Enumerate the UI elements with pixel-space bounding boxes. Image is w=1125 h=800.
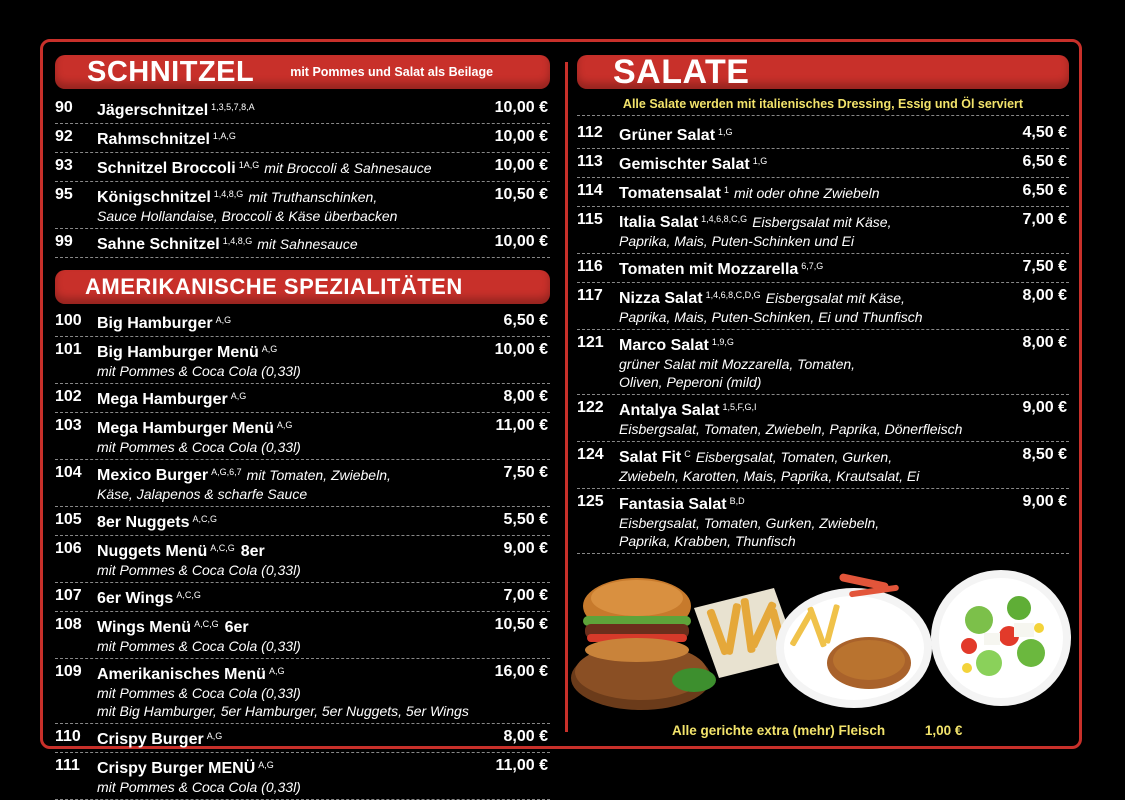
- left-column: [55, 55, 550, 800]
- allergen-codes: B,D: [729, 496, 745, 506]
- item-description: Paprika, Mais, Puten-Schinken, Ei und Thunfisch: [619, 309, 923, 325]
- item-first-line: [619, 445, 1023, 467]
- schnitzel-title: SCHNITZEL: [87, 55, 255, 88]
- allergen-codes: 1,G: [718, 127, 733, 137]
- item-description: Paprika, Mais, Puten-Schinken und Ei: [619, 233, 855, 249]
- salate-list: [577, 120, 1069, 554]
- item-first-line: [97, 387, 504, 409]
- menu-item: [577, 149, 1069, 178]
- item-number: 102: [55, 388, 82, 405]
- menu-item: [577, 330, 1069, 395]
- item-price: 7,00 €: [503, 587, 548, 604]
- item-name: Grüner Salat: [619, 127, 716, 144]
- item-name: Schnitzel Broccoli: [97, 160, 236, 177]
- item-name: Crispy Burger: [97, 731, 204, 748]
- item-number: 124: [577, 446, 604, 463]
- item-body: [619, 333, 1023, 391]
- item-body: [97, 463, 504, 503]
- item-body: [619, 181, 1023, 203]
- item-price: 6,50 €: [1022, 153, 1067, 170]
- item-body: [97, 727, 504, 749]
- item-body: [619, 398, 1023, 438]
- item-price: 7,50 €: [1022, 258, 1067, 275]
- item-number: 92: [55, 128, 73, 145]
- item-first-line: [97, 510, 504, 532]
- item-first-line: [97, 340, 495, 362]
- allergen-codes: A,G: [230, 391, 247, 401]
- item-price: 9,00 €: [1022, 493, 1067, 510]
- menu-item: [55, 153, 550, 182]
- allergen-codes: A,G: [268, 666, 285, 676]
- item-number: 93: [55, 157, 73, 174]
- allergen-codes: 1,A,G: [212, 131, 236, 141]
- item-first-line: [619, 181, 1023, 203]
- allergen-codes: A,G,6,7: [211, 467, 242, 477]
- item-description: Paprika, Krabben, Thunfisch: [619, 533, 796, 549]
- right-column: [577, 52, 1069, 554]
- item-name: Big Hamburger: [97, 315, 213, 332]
- allergen-codes: A,G: [261, 344, 278, 354]
- menu-item: [55, 95, 550, 124]
- item-number: 104: [55, 464, 82, 481]
- item-price: 9,00 €: [503, 540, 548, 557]
- item-price: 8,00 €: [503, 728, 548, 745]
- menu-item: [55, 124, 550, 153]
- item-first-line: [619, 152, 1023, 174]
- item-name: Nuggets Menü: [97, 543, 208, 560]
- item-price: 8,00 €: [1022, 334, 1067, 351]
- item-price: 11,00 €: [495, 757, 548, 774]
- menu-item: [55, 583, 550, 612]
- item-name: Königschnitzel: [97, 189, 211, 206]
- item-number: 105: [55, 511, 82, 528]
- item-name: Salat Fit: [619, 449, 682, 466]
- menu-item: [55, 507, 550, 536]
- allergen-codes: A,C,G: [210, 543, 235, 553]
- allergen-codes: 1: [723, 185, 729, 195]
- item-first-line: [97, 539, 504, 561]
- item-description: grüner Salat mit Mozzarella, Tomaten,: [619, 356, 856, 372]
- item-number: 112: [577, 124, 603, 141]
- item-number: 108: [55, 616, 82, 633]
- item-name: 6er Wings: [97, 590, 174, 607]
- menu-item: [55, 612, 550, 659]
- item-description: mit Pommes & Coca Cola (0,33l): [97, 439, 301, 455]
- item-first-line: [97, 232, 495, 254]
- item-body: [97, 232, 495, 254]
- footer-price: 1,00 €: [924, 723, 963, 738]
- column-divider: [565, 62, 568, 732]
- item-number: 111: [55, 757, 80, 774]
- item-inline-description: mit Broccoli & Sahnesauce: [264, 160, 432, 176]
- item-name: Tomaten mit Mozzarella: [619, 261, 799, 278]
- salate-note: Alle Salate werden mit italienisches Dressing, Essig und Öl serviert: [577, 89, 1069, 116]
- menu-item: [55, 460, 550, 507]
- item-number: 114: [577, 182, 603, 199]
- item-description: Oliven, Peperoni (mild): [619, 374, 762, 390]
- item-name: Crispy Burger MENÜ: [97, 760, 256, 777]
- menu-item: [55, 182, 550, 229]
- item-first-line: [97, 98, 495, 120]
- item-body: [619, 123, 1023, 145]
- menu-item: [577, 207, 1069, 254]
- salate-title: SALATE: [613, 52, 750, 91]
- item-name: Fantasia Salat: [619, 496, 727, 513]
- item-body: [97, 340, 495, 380]
- item-price: 6,50 €: [1022, 182, 1067, 199]
- salate-banner: [577, 52, 1069, 91]
- allergen-codes: 1,4,6,8,C,D,G: [705, 290, 761, 300]
- allergen-codes: A,C,G: [192, 514, 217, 524]
- item-description: Eisbergsalat, Tomaten, Gurken, Zwiebeln,: [619, 515, 880, 531]
- item-price: 8,00 €: [1022, 287, 1067, 304]
- item-description: Käse, Jalapenos & scharfe Sauce: [97, 486, 308, 502]
- item-body: [97, 416, 496, 456]
- menu-item: [577, 120, 1069, 149]
- allergen-codes: A,G: [258, 760, 274, 770]
- item-price: 10,00 €: [494, 157, 548, 174]
- item-first-line: [619, 123, 1023, 145]
- allergen-codes: 1A,G: [238, 160, 260, 170]
- allergen-codes: A,G: [206, 731, 223, 741]
- item-body: [97, 185, 495, 225]
- item-body: [97, 311, 504, 333]
- item-price: 16,00 €: [494, 663, 548, 680]
- item-name: Tomatensalat: [619, 185, 721, 202]
- item-price: 8,50 €: [1022, 446, 1067, 463]
- allergen-codes: A,C,G: [194, 619, 219, 629]
- american-section: [55, 270, 550, 800]
- allergen-codes: A,G: [276, 420, 293, 430]
- item-price: 10,00 €: [494, 233, 548, 250]
- item-body: [97, 510, 504, 532]
- item-number: 125: [577, 493, 604, 510]
- item-number: 113: [577, 153, 603, 170]
- item-description: Zwiebeln, Karotten, Mais, Paprika, Krautsalat, Ei: [619, 468, 920, 484]
- item-description: mit Pommes & Coca Cola (0,33l): [97, 638, 301, 654]
- menu-item: [55, 308, 550, 337]
- item-name: Marco Salat: [619, 337, 709, 354]
- item-first-line: [97, 586, 504, 608]
- schnitzel-banner: [55, 55, 550, 89]
- item-name: Mega Hamburger: [97, 391, 228, 408]
- allergen-codes: 1,G: [752, 156, 768, 166]
- menu-item: [55, 536, 550, 583]
- item-price: 7,50 €: [503, 464, 548, 481]
- item-inline-description: Eisbergsalat mit Käse,: [765, 290, 905, 306]
- item-name: Italia Salat: [619, 214, 699, 231]
- footer-note: [672, 723, 962, 738]
- item-number: 90: [55, 99, 73, 116]
- menu-item: [577, 254, 1069, 283]
- allergen-codes: A,C,G: [176, 590, 201, 600]
- item-body: [97, 156, 495, 178]
- allergen-codes: 6,7,G: [801, 261, 824, 271]
- item-name: Jägerschnitzel: [97, 102, 209, 119]
- item-number: 116: [577, 258, 603, 275]
- item-name-suffix: 6er: [224, 619, 249, 636]
- item-body: [97, 662, 495, 720]
- item-name: Antalya Salat: [619, 402, 720, 419]
- item-inline-description: Eisbergsalat, Tomaten, Gurken,: [695, 449, 893, 465]
- item-first-line: [619, 286, 1023, 308]
- item-body: [97, 756, 496, 796]
- item-first-line: [619, 257, 1023, 279]
- item-name: Nizza Salat: [619, 290, 703, 307]
- item-number: 100: [55, 312, 82, 329]
- menu-item: [577, 395, 1069, 442]
- item-body: [97, 387, 504, 409]
- item-price: 11,00 €: [495, 417, 548, 434]
- item-body: [97, 127, 495, 149]
- item-price: 5,50 €: [503, 511, 548, 528]
- item-price: 9,00 €: [1022, 399, 1067, 416]
- item-first-line: [97, 615, 495, 637]
- item-body: [619, 286, 1023, 326]
- item-number: 106: [55, 540, 82, 557]
- item-price: 10,00 €: [494, 128, 548, 145]
- item-price: 10,00 €: [494, 341, 548, 358]
- item-number: 95: [55, 186, 73, 203]
- item-name: 8er Nuggets: [97, 514, 190, 531]
- item-name: Sahne Schnitzel: [97, 236, 220, 253]
- item-first-line: [619, 398, 1023, 420]
- item-description: Sauce Hollandaise, Broccoli & Käse überbacken: [97, 208, 398, 224]
- menu-item: [577, 489, 1069, 554]
- item-body: [619, 492, 1023, 550]
- allergen-codes: 1,4,8,G: [222, 236, 253, 246]
- allergen-codes: 1,4,6,8,C,G: [701, 214, 748, 224]
- menu-item: [55, 724, 550, 753]
- menu-item: [55, 659, 550, 724]
- item-body: [619, 257, 1023, 279]
- menu-item: [55, 413, 550, 460]
- food-photo: [569, 568, 1073, 718]
- item-inline-description: Eisbergsalat mit Käse,: [752, 214, 892, 230]
- item-first-line: [619, 210, 1023, 232]
- allergen-codes: C: [684, 449, 691, 459]
- item-description: mit Pommes & Coca Cola (0,33l): [97, 779, 301, 795]
- item-body: [97, 539, 504, 579]
- item-body: [97, 615, 495, 655]
- item-number: 101: [55, 341, 82, 358]
- item-inline-description: mit Tomaten, Zwiebeln,: [246, 467, 391, 483]
- item-body: [619, 210, 1023, 250]
- item-price: 10,50 €: [494, 616, 548, 633]
- item-price: 10,00 €: [494, 99, 548, 116]
- item-body: [619, 152, 1023, 174]
- allergen-codes: 1,3,5,7,8,A: [211, 102, 255, 112]
- item-first-line: [97, 311, 504, 333]
- item-number: 110: [55, 728, 81, 745]
- item-name-suffix: 8er: [240, 543, 265, 560]
- item-price: 4,50 €: [1022, 124, 1067, 141]
- item-price: 6,50 €: [503, 312, 548, 329]
- item-number: 109: [55, 663, 82, 680]
- item-body: [97, 98, 495, 120]
- schnitzel-list: [55, 95, 550, 258]
- item-body: [619, 445, 1023, 485]
- item-name: Mega Hamburger Menü: [97, 420, 274, 437]
- allergen-codes: 1,4,8,G: [213, 189, 244, 199]
- footer-text: Alle gerichte extra (mehr) Fleisch: [672, 723, 886, 738]
- item-description: mit Big Hamburger, 5er Hamburger, 5er Nuggets, 5er Wings: [97, 703, 469, 719]
- menu-item: [577, 442, 1069, 489]
- item-number: 103: [55, 417, 82, 434]
- item-name: Mexico Burger: [97, 467, 209, 484]
- item-description: mit Pommes & Coca Cola (0,33l): [97, 363, 301, 379]
- item-first-line: [97, 463, 504, 485]
- item-number: 122: [577, 399, 604, 416]
- item-name: Rahmschnitzel: [97, 131, 210, 148]
- item-name: Big Hamburger Menü: [97, 344, 259, 361]
- item-inline-description: mit oder ohne Zwiebeln: [733, 185, 880, 201]
- item-number: 99: [55, 233, 73, 250]
- item-first-line: [97, 127, 495, 149]
- item-description: mit Pommes & Coca Cola (0,33l): [97, 562, 301, 578]
- schnitzel-subtitle: mit Pommes und Salat als Beilage: [290, 65, 494, 79]
- item-number: 117: [577, 287, 603, 304]
- item-price: 10,50 €: [494, 186, 548, 203]
- item-description: mit Pommes & Coca Cola (0,33l): [97, 685, 301, 701]
- american-banner: [55, 270, 550, 304]
- american-title: AMERIKANISCHE SPEZIALITÄTEN: [85, 274, 463, 299]
- allergen-codes: 1,9,G: [711, 337, 734, 347]
- item-body: [97, 586, 504, 608]
- item-first-line: [97, 416, 496, 438]
- allergen-codes: A,G: [215, 315, 232, 325]
- item-first-line: [619, 492, 1023, 514]
- allergen-codes: 1,5,F,G,I: [722, 402, 757, 412]
- menu-item: [577, 178, 1069, 207]
- menu-item: [55, 337, 550, 384]
- item-price: 7,00 €: [1022, 211, 1067, 228]
- item-name: Wings Menü: [97, 619, 192, 636]
- item-name: Gemischter Salat: [619, 156, 750, 173]
- item-number: 115: [577, 211, 603, 228]
- item-first-line: [97, 727, 504, 749]
- menu-item: [55, 753, 550, 800]
- item-first-line: [97, 662, 495, 684]
- item-first-line: [619, 333, 1023, 355]
- item-name: Amerikanisches Menü: [97, 666, 266, 683]
- item-price: 8,00 €: [503, 388, 548, 405]
- item-first-line: [97, 756, 496, 778]
- item-description: Eisbergsalat, Tomaten, Zwiebeln, Paprika, Dönerfleisch: [619, 421, 963, 437]
- menu-item: [577, 283, 1069, 330]
- item-inline-description: mit Sahnesauce: [257, 236, 358, 252]
- item-number: 121: [577, 334, 604, 351]
- menu-item: [55, 384, 550, 413]
- item-inline-description: mit Truthanschinken,: [248, 189, 378, 205]
- item-first-line: [97, 156, 495, 178]
- item-number: 107: [55, 587, 82, 604]
- menu-item: [55, 229, 550, 258]
- item-first-line: [97, 185, 495, 207]
- american-list: [55, 308, 550, 800]
